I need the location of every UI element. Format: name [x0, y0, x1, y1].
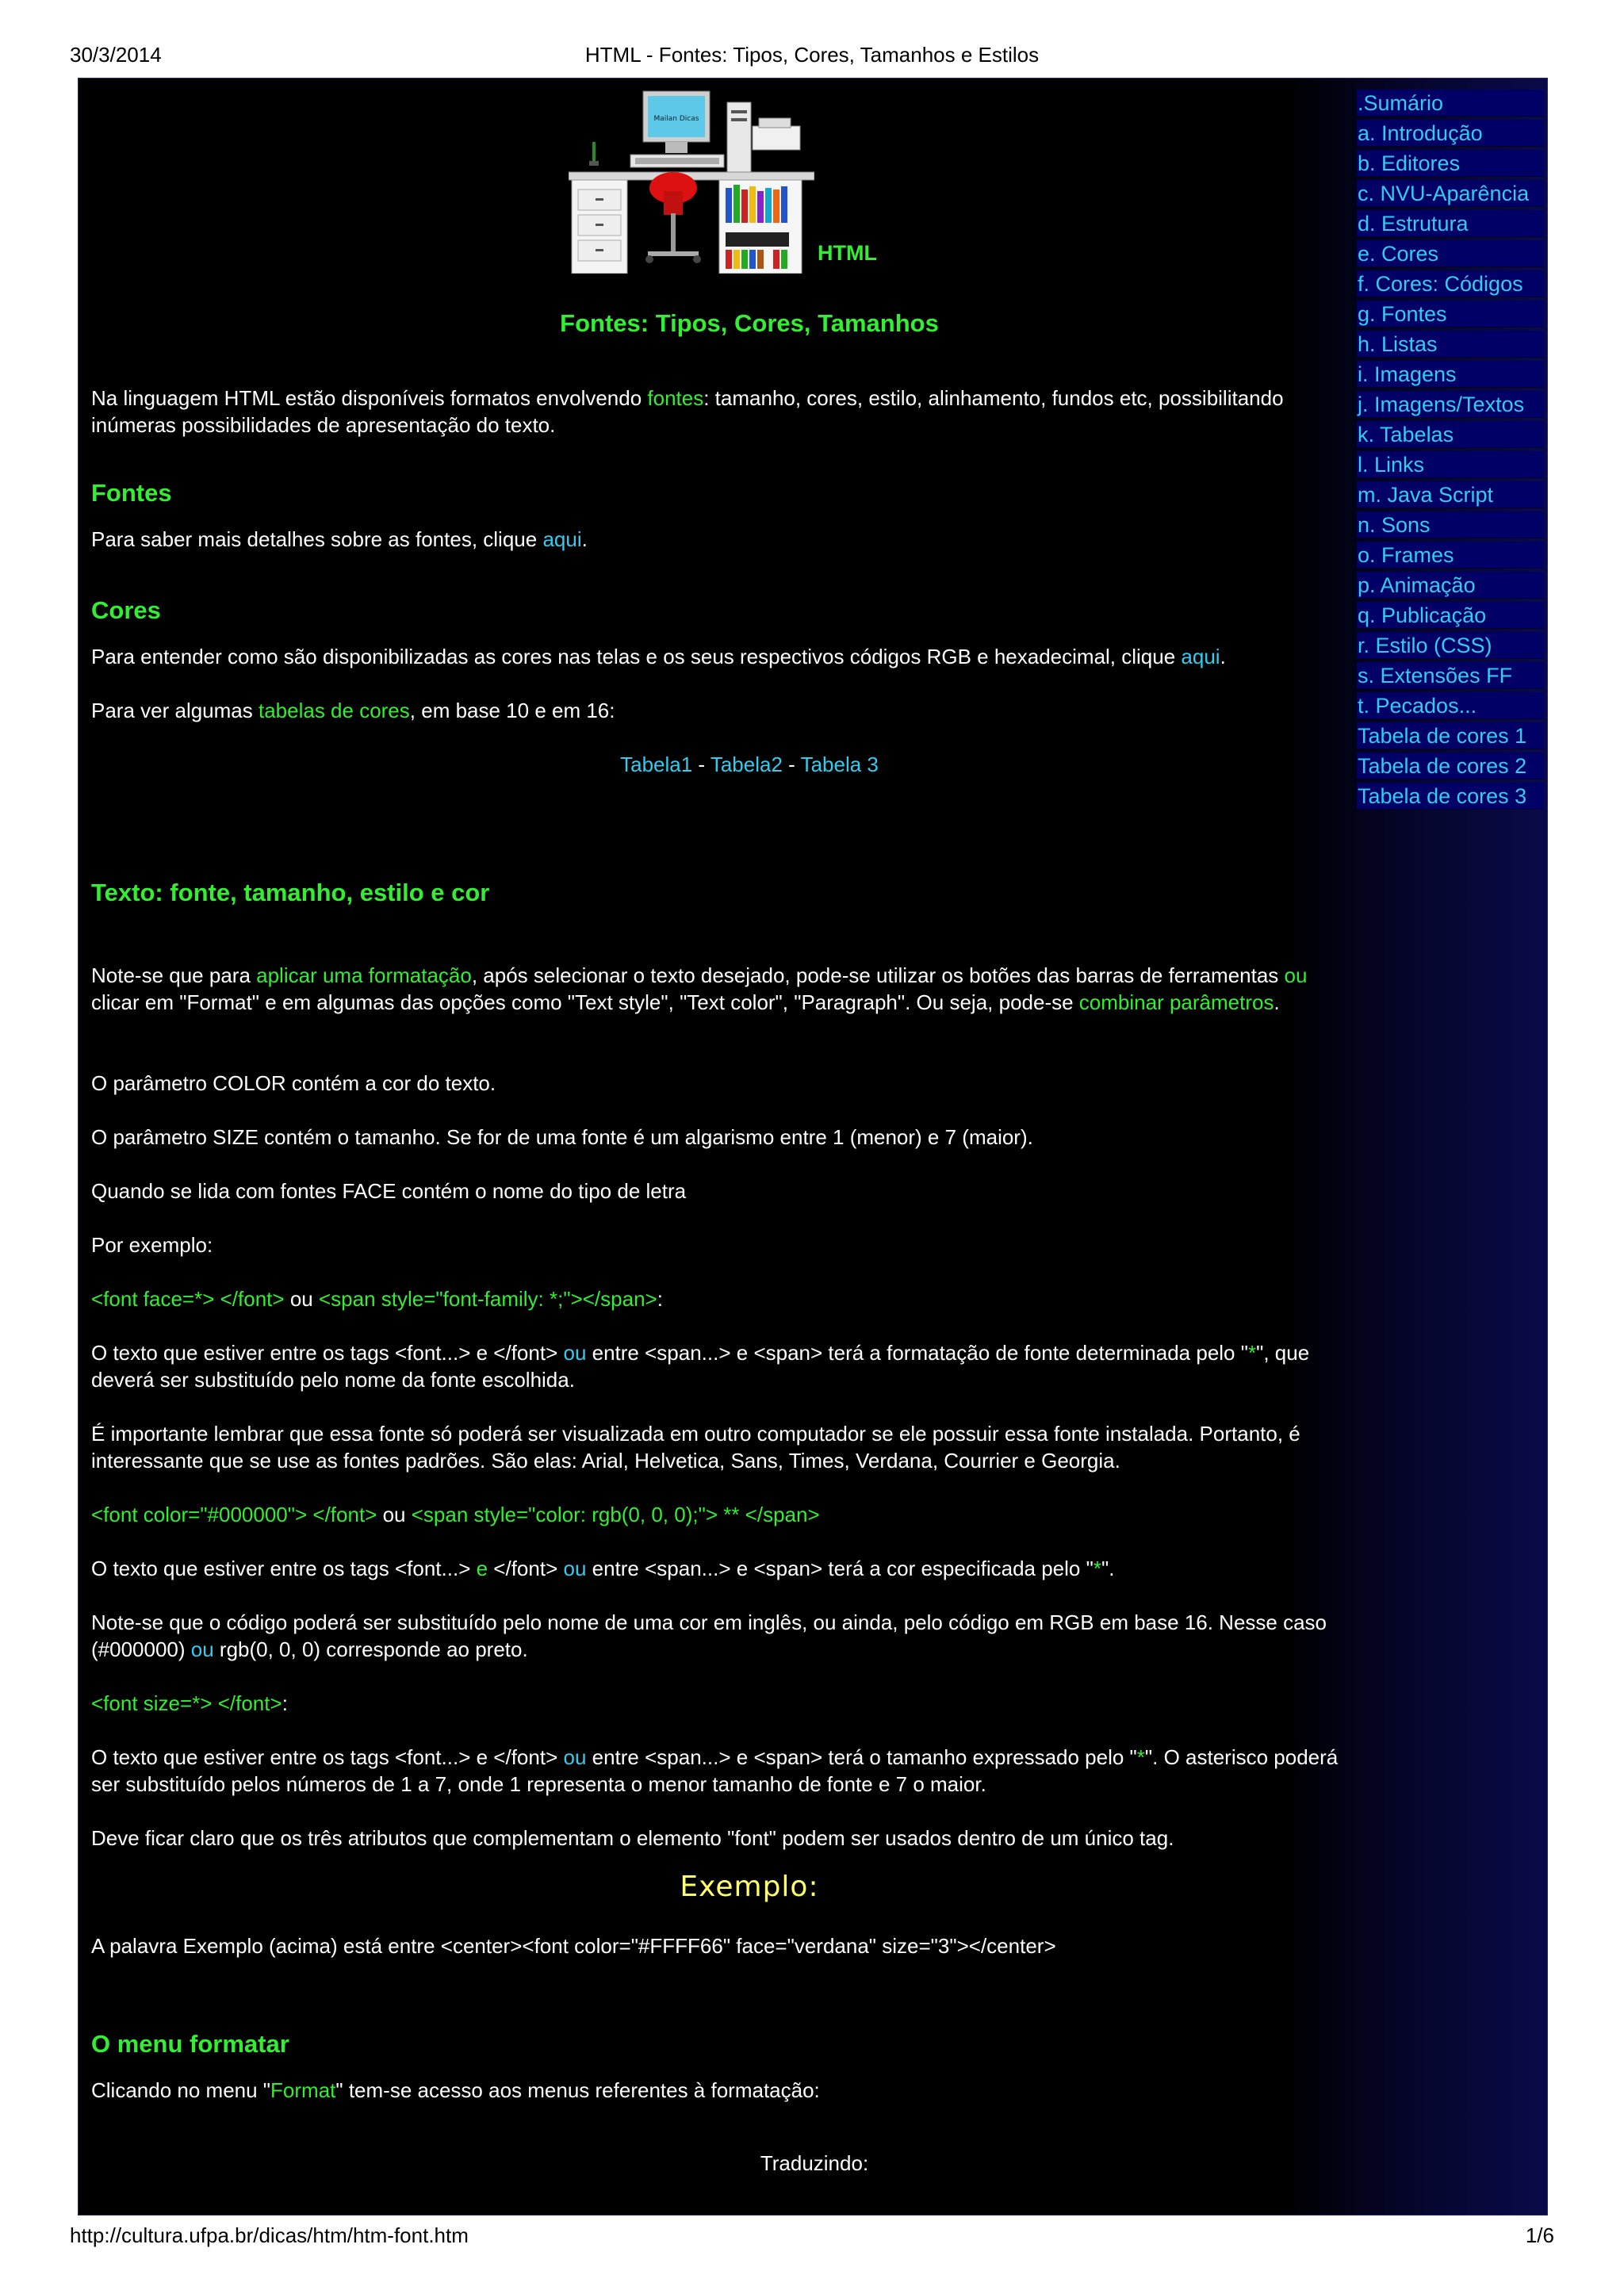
- print-title: HTML - Fontes: Tipos, Cores, Tamanhos e Estilos: [584, 43, 1040, 67]
- logo-html-label: HTML: [818, 241, 877, 265]
- exemplo-heading: Exemplo:: [680, 1871, 819, 1903]
- sidebar-item-tabela-de-cores-2[interactable]: Tabela de cores 2: [1357, 753, 1544, 779]
- code-font-color: <font color="#000000"> </font> ou <span style="color: rgb(0, 0, 0);"> ** </span>: [91, 1503, 820, 1526]
- print-date: 30/3/2014: [70, 43, 162, 67]
- texto-paragraph-color: O parâmetro COLOR contém a cor do texto.: [91, 1071, 496, 1095]
- combinar-parametros-link[interactable]: combinar parâmetros: [1078, 990, 1274, 1014]
- heading-cores: Cores: [91, 596, 161, 624]
- sidebar-item-editores[interactable]: b. Editores: [1357, 150, 1544, 177]
- texto-paragraph-color-desc: O texto que estiver entre os tags <font...> e </font> ou entre <span...> e <span> terá a cor especificada pelo "*".: [91, 1557, 1115, 1580]
- texto-paragraph-size: O parâmetro SIZE contém o tamanho. Se for de uma fonte é um algarismo entre 1 (menor) e 7 (maior).: [91, 1125, 1033, 1149]
- main-content: [91, 79, 1354, 2215]
- texto-paragraph-exemplo: Por exemplo:: [91, 1233, 213, 1257]
- texto-paragraph-size-desc: O texto que estiver entre os tags <font...> e </font> ou entre <span...> e <span> terá o tamanho expressado pelo "*". O asterisco poderá ser substituído pelos números de 1 a 7, onde 1 representa o menor tamanho de fonte e 7 o maior.: [91, 1745, 1339, 1796]
- sidebar-item-sons[interactable]: n. Sons: [1357, 511, 1544, 538]
- tabelas-de-cores-link[interactable]: tabelas de cores: [258, 699, 410, 722]
- sidebar-item-estilo-css[interactable]: r. Estilo (CSS): [1357, 632, 1544, 659]
- menu-formatar-paragraph: Clicando no menu "Format" tem-se acesso aos menus referentes à formatação:: [91, 2078, 820, 2102]
- sidebar-item-pecados[interactable]: t. Pecados...: [1357, 692, 1544, 719]
- sidebar-nav: [1357, 90, 1544, 813]
- sidebar-item-frames[interactable]: o. Frames: [1357, 542, 1544, 569]
- texto-paragraph-fontes-padrao: É importante lembrar que essa fonte só poderá ser visualizada em outro computador se ele possuir essa fonte instalada. Portanto, é interessante que se use as fontes padrões. São elas: Arial, Helvetica, Sans, Times, Verdana, Courrier e Georgia.: [91, 1422, 1300, 1473]
- texto-paragraph-atributos: Deve ficar claro que os três atributos que complementam o elemento "font" podem ser usados dentro de um único tag.: [91, 1826, 1174, 1850]
- texto-paragraph-face-desc: O texto que estiver entre os tags <font...> e </font> ou entre <span...> e <span> terá a formatação de fonte determinada pelo "*", que deverá ser substituído pelo nome da fonte escolhida.: [91, 1341, 1310, 1392]
- tabela1-link[interactable]: Tabela1: [620, 753, 693, 776]
- cores-aqui-link[interactable]: aqui: [1181, 645, 1220, 668]
- page-title: Fontes: Tipos, Cores, Tamanhos: [560, 309, 939, 337]
- sidebar-item-tabela-de-cores-3[interactable]: Tabela de cores 3: [1357, 783, 1544, 810]
- texto-paragraph-rgb: Note-se que o código poderá ser substituído pelo nome de uma cor em inglês, ou ainda, pelo código em RGB em base 16. Nesse caso (#000000) ou rgb(0, 0, 0) corresponde ao preto.: [91, 1610, 1327, 1661]
- texto-paragraph-1: Note-se que para aplicar uma formatação, após selecionar o texto desejado, pode-se utilizar os botões das barras de ferramentas ou clicar em "Format" e em algumas das opções como "Text style", "Text color", "Paragraph". Ou seja, pode-se combinar parâmetros.: [91, 963, 1308, 1014]
- sidebar-item-tabelas[interactable]: k. Tabelas: [1357, 421, 1544, 448]
- heading-fontes: Fontes: [91, 479, 172, 507]
- intro-paragraph: Na linguagem HTML estão disponíveis formatos envolvendo fontes: tamanho, cores, estilo, alinhamento, fundos etc, possibilitando inúmeras possibilidades de apresentação do texto.: [91, 386, 1284, 437]
- desk-computer-illustration: [569, 86, 814, 274]
- cores-paragraph: Para entender como são disponibilizadas as cores nas telas e os seus respectivos códigos RGB e hexadecimal, clique aqui.: [91, 645, 1226, 668]
- sidebar-item-cores[interactable]: e. Cores: [1357, 240, 1544, 267]
- tabela3-link[interactable]: Tabela 3: [800, 753, 879, 776]
- sidebar-item-animacao[interactable]: p. Animação: [1357, 572, 1544, 599]
- fontes-link[interactable]: fontes: [647, 386, 704, 410]
- monitor-screen-text: Mailan Dicas: [653, 115, 699, 123]
- tabelas-links-row: Tabela1 - Tabela2 - Tabela 3: [620, 753, 879, 776]
- sidebar-item-cores-codigos[interactable]: f. Cores: Códigos: [1357, 270, 1544, 297]
- format-menu-link[interactable]: Format: [270, 2078, 336, 2102]
- tabela2-link[interactable]: Tabela2: [710, 753, 783, 776]
- sidebar-item-links[interactable]: l. Links: [1357, 451, 1544, 478]
- print-url: http://cultura.ufpa.br/dicas/htm/htm-font.htm: [70, 2223, 469, 2247]
- sidebar-item-sumario[interactable]: .Sumário: [1357, 90, 1544, 117]
- aplicar-formatacao-link[interactable]: aplicar uma formatação: [256, 963, 472, 987]
- sidebar-item-imagens-textos[interactable]: j. Imagens/Textos: [1357, 391, 1544, 418]
- heading-menu-formatar: O menu formatar: [91, 2030, 289, 2058]
- code-font-face: <font face=*> </font> ou <span style="font-family: *;"></span>:: [91, 1287, 663, 1311]
- sidebar-item-listas[interactable]: h. Listas: [1357, 331, 1544, 358]
- sidebar-item-java-script[interactable]: m. Java Script: [1357, 481, 1544, 508]
- sidebar-item-tabela-de-cores-1[interactable]: Tabela de cores 1: [1357, 722, 1544, 749]
- traduzindo-label: Traduzindo:: [760, 2151, 869, 2175]
- sidebar-item-extensoes-ff[interactable]: s. Extensões FF: [1357, 662, 1544, 689]
- sidebar-item-publicacao[interactable]: q. Publicação: [1357, 602, 1544, 629]
- sidebar-item-introducao[interactable]: a. Introdução: [1357, 120, 1544, 147]
- heading-texto: Texto: fonte, tamanho, estilo e cor: [91, 879, 490, 906]
- fontes-aqui-link[interactable]: aqui: [542, 527, 582, 551]
- code-font-size: <font size=*> </font>:: [91, 1691, 288, 1715]
- tabelas-paragraph: Para ver algumas tabelas de cores, em base 10 e em 16:: [91, 699, 615, 722]
- texto-paragraph-exemplo-desc: A palavra Exemplo (acima) está entre <center><font color="#FFFF66" face="verdana" size="3"></center>: [91, 1934, 1056, 1958]
- fontes-paragraph: Para saber mais detalhes sobre as fontes, clique aqui.: [91, 527, 588, 551]
- print-page-number: 1/6: [1525, 2223, 1554, 2247]
- sidebar-item-estrutura[interactable]: d. Estrutura: [1357, 210, 1544, 237]
- sidebar-item-imagens[interactable]: i. Imagens: [1357, 361, 1544, 388]
- texto-paragraph-face: Quando se lida com fontes FACE contém o nome do tipo de letra: [91, 1179, 687, 1203]
- page-frame: [78, 78, 1548, 2215]
- sidebar-item-fontes[interactable]: g. Fontes: [1357, 301, 1544, 327]
- sidebar-item-nvu-aparencia[interactable]: c. NVU-Aparência: [1357, 180, 1544, 207]
